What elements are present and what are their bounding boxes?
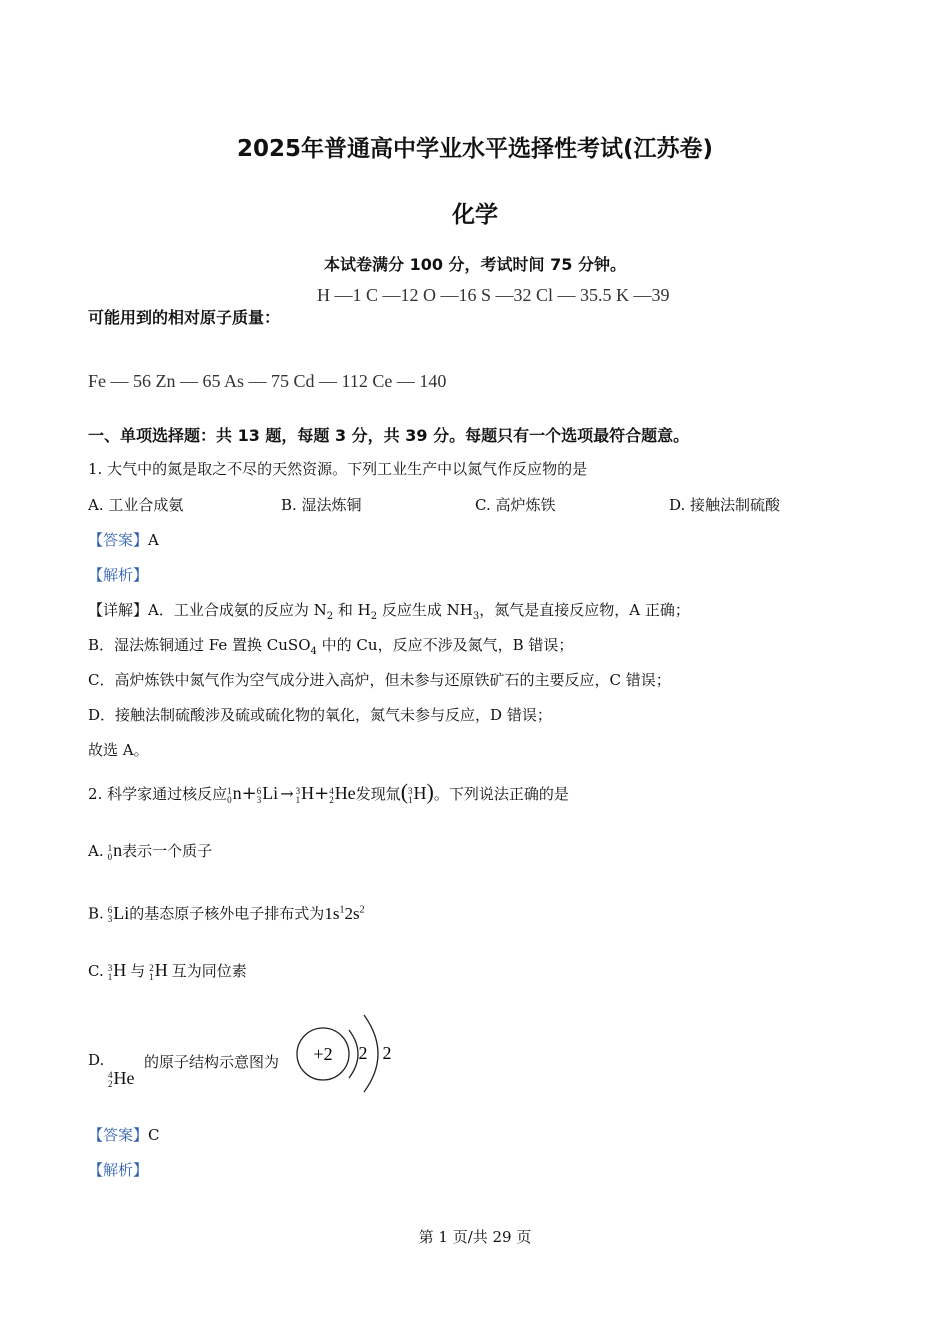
atomic-number: 2 bbox=[108, 1079, 113, 1090]
detail-a-text: ，氮气是直接反应物，A 正确； bbox=[479, 601, 690, 619]
atomic-masses-label: 可能用到的相对原子质量： bbox=[88, 308, 281, 327]
page-footer: 第 1 页/共 29 页 bbox=[418, 1228, 532, 1246]
element-symbol: Li bbox=[113, 902, 130, 923]
option-label: A. bbox=[88, 842, 104, 860]
q2-stem-text: 2. 科学家通过核反应 bbox=[88, 785, 228, 803]
config-term: 2s bbox=[344, 903, 360, 923]
q1-detail-d: D．接触法制硫酸涉及硫或硫化物的氧化，氮气未参与反应，D 错误； bbox=[88, 706, 552, 724]
mass-number: 3 bbox=[295, 785, 301, 796]
element-symbol: H bbox=[413, 783, 427, 803]
atomic-number: 3 bbox=[256, 794, 262, 805]
element-symbol: H bbox=[113, 960, 127, 980]
atomic-number: 0 bbox=[227, 794, 232, 805]
detail-a-text: 和 H bbox=[333, 601, 371, 619]
q2-option-d-label: D. bbox=[88, 1051, 105, 1069]
q2-stem-text: 发现氚 bbox=[355, 785, 401, 803]
option-text: 的基态原子核外电子排布式为 bbox=[129, 904, 325, 923]
nuclide-he bbox=[329, 773, 356, 815]
q1-analysis-tag: 【解析】 bbox=[88, 566, 149, 584]
subject-title: 化学 bbox=[452, 202, 498, 228]
mass-number: 2 bbox=[149, 962, 154, 973]
shell-arc-1 bbox=[349, 1030, 358, 1078]
atomic-number: 1 bbox=[295, 794, 301, 805]
q1-conclusion: 故选 A。 bbox=[88, 741, 149, 759]
option-text: 与 bbox=[130, 962, 146, 980]
config-term: 1s bbox=[324, 903, 340, 923]
nuclide-he bbox=[108, 1068, 135, 1089]
atomic-number: 2 bbox=[329, 794, 334, 805]
nuclide-tritium bbox=[108, 950, 127, 992]
mass-number: 1 bbox=[107, 842, 113, 853]
plus-sign: + bbox=[314, 783, 330, 804]
mass-number: 6 bbox=[256, 785, 262, 796]
superscript: 2 bbox=[359, 904, 365, 915]
q2-option-c bbox=[88, 950, 247, 992]
nucleus-charge: +2 bbox=[313, 1044, 333, 1064]
q1-detail-c: C．高炉炼铁中氮气作为空气成分进入高炉，但未参与还原铁矿石的主要反应，C 错误； bbox=[88, 671, 671, 689]
subscript: 4 bbox=[310, 646, 317, 657]
reaction-arrow: → bbox=[280, 784, 294, 803]
mass-number: 3 bbox=[107, 962, 113, 973]
mass-number: 4 bbox=[329, 785, 334, 796]
q2-option-d-text: 的原子结构示意图为 bbox=[144, 1053, 280, 1071]
q1-detail-a bbox=[88, 599, 690, 622]
exam-title: 2025年普通高中学业水平选择性考试(江苏卷) bbox=[236, 136, 714, 162]
paren-left: ( bbox=[400, 779, 409, 804]
q2-stem-text: 。下列说法正确的是 bbox=[433, 785, 569, 803]
element-symbol: He bbox=[334, 783, 356, 803]
option-label: C. bbox=[88, 962, 104, 980]
subscript: 2 bbox=[326, 611, 334, 622]
option-label: B. bbox=[88, 904, 104, 923]
q2-answer bbox=[88, 1124, 160, 1145]
mass-number: 6 bbox=[107, 905, 113, 916]
nuclide-deuterium bbox=[149, 950, 168, 992]
q1-option-d: D. 接触法制硫酸 bbox=[669, 496, 781, 514]
plus-sign: + bbox=[241, 783, 257, 804]
answer-tag: 【答案】 bbox=[88, 531, 149, 549]
q1-stem: 1. 大气中的氮是取之不尽的天然资源。下列工业生产中以氮气作反应物的是 bbox=[88, 460, 588, 478]
nuclide-neutron bbox=[108, 830, 123, 872]
option-text: 互为同位素 bbox=[171, 962, 247, 980]
mass-number: 4 bbox=[108, 1070, 113, 1081]
q2-option-b bbox=[88, 890, 365, 935]
exam-info: 本试卷满分 100 分，考试时间 75 分钟。 bbox=[324, 255, 626, 274]
answer-value: C bbox=[148, 1126, 160, 1144]
mass-number: 1 bbox=[227, 785, 232, 796]
subscript: 3 bbox=[472, 611, 480, 622]
element-symbol: H bbox=[154, 960, 168, 980]
nuclide-li bbox=[257, 773, 279, 815]
atomic-number: 1 bbox=[408, 794, 413, 805]
detail-b-text: B．湿法炼铜通过 Fe 置换 CuSO bbox=[88, 636, 311, 654]
atomic-number: 1 bbox=[149, 971, 154, 982]
shell-1-electrons: 2 bbox=[358, 1043, 368, 1063]
detail-a-text: 反应生成 NH bbox=[377, 601, 473, 619]
detail-a-text: A．工业合成氨的反应为 N bbox=[148, 601, 327, 619]
element-symbol: He bbox=[113, 1068, 135, 1088]
mass-number: 3 bbox=[408, 785, 413, 796]
option-text: 表示一个质子 bbox=[122, 842, 213, 860]
q1-option-c: C. 高炉炼铁 bbox=[475, 496, 556, 514]
element-symbol: n bbox=[113, 840, 123, 860]
element-symbol: H bbox=[301, 783, 315, 803]
atomic-masses-line1: H —1 C —12 O —16 S —32 Cl — 35.5 K —39 bbox=[317, 285, 670, 305]
atomic-structure-diagram bbox=[292, 1010, 402, 1100]
nuclide-neutron bbox=[227, 773, 242, 815]
section-heading: 一、单项选择题：共 13 题，每题 3 分，共 39 分。每题只有一个选项最符合题意。 bbox=[88, 426, 690, 445]
shell-2-electrons: 2 bbox=[382, 1043, 392, 1063]
nuclide-li bbox=[108, 893, 130, 935]
nuclide-tritium bbox=[296, 773, 315, 815]
atomic-number: 1 bbox=[107, 971, 113, 982]
q1-detail-b bbox=[88, 634, 573, 657]
atomic-number: 0 bbox=[107, 851, 113, 862]
nuclide-tritium bbox=[408, 773, 427, 815]
paren-right: ) bbox=[426, 779, 434, 804]
q1-option-b: B. 湿法炼铜 bbox=[281, 496, 362, 514]
electron-config bbox=[324, 904, 364, 923]
atomic-number: 3 bbox=[107, 914, 113, 925]
answer-tag: 【答案】 bbox=[88, 1126, 149, 1144]
q2-stem bbox=[88, 772, 569, 815]
superscript: 1 bbox=[339, 904, 345, 915]
detail-tag: 【详解】 bbox=[88, 601, 149, 619]
q1-option-a: A. 工业合成氨 bbox=[88, 496, 184, 514]
subscript: 2 bbox=[370, 611, 378, 622]
q2-option-a bbox=[88, 830, 212, 872]
q2-analysis-tag: 【解析】 bbox=[88, 1161, 149, 1179]
atomic-masses-line2: Fe — 56 Zn — 65 As — 75 Cd — 112 Ce — 140 bbox=[88, 371, 447, 391]
answer-value: A bbox=[148, 531, 159, 549]
element-symbol: Li bbox=[262, 783, 279, 803]
q1-answer bbox=[88, 529, 159, 550]
detail-b-text: 中的 Cu，反应不涉及氮气，B 错误； bbox=[316, 636, 574, 654]
element-symbol: n bbox=[232, 783, 242, 803]
